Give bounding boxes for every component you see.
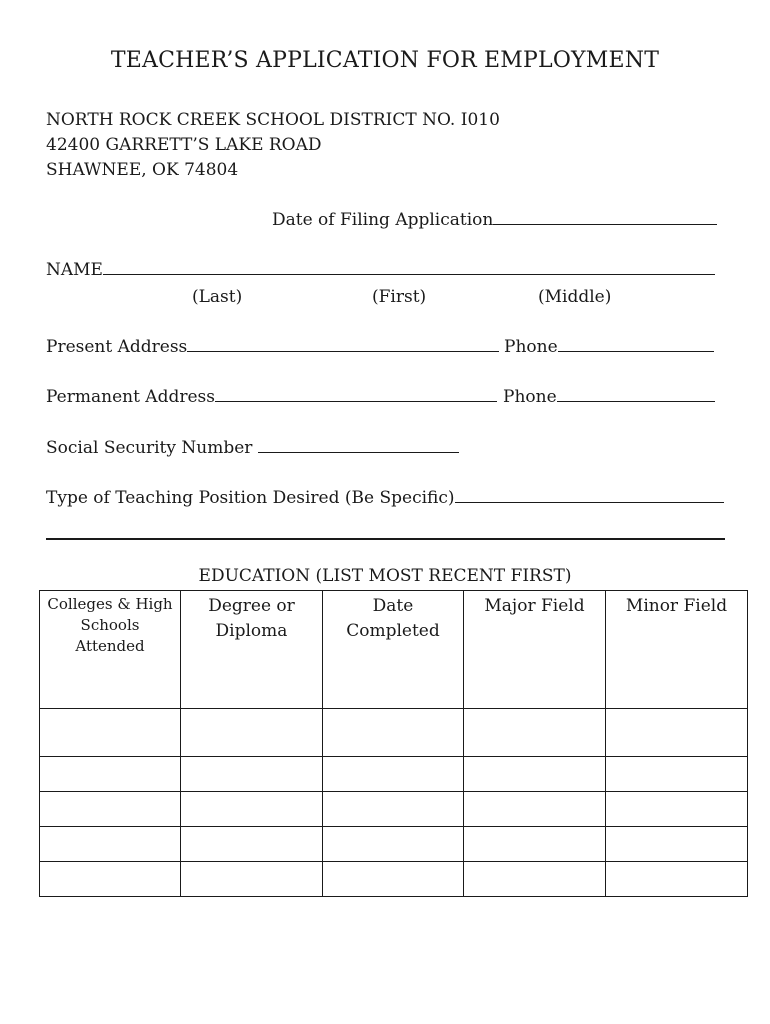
header-degree: Degree or Diploma (181, 591, 323, 709)
education-cell-date-completed[interactable] (323, 757, 464, 792)
date-of-filing-row (272, 210, 717, 230)
present-phone-field[interactable] (558, 350, 714, 352)
education-row (40, 757, 748, 792)
ssn-row (46, 438, 459, 458)
education-table (39, 590, 748, 897)
education-cell-major[interactable] (464, 757, 606, 792)
header-date-completed: Date Completed (323, 591, 464, 709)
permanent-address-label: Permanent Address (46, 387, 215, 407)
education-row (40, 709, 748, 757)
district-name: NORTH ROCK CREEK SCHOOL DISTRICT NO. I010 (46, 110, 500, 130)
education-cell-date-completed[interactable] (323, 827, 464, 862)
name-middle-label: (Middle) (538, 287, 612, 307)
education-cell-minor[interactable] (606, 757, 748, 792)
education-cell-degree[interactable] (181, 827, 323, 862)
education-cell-school[interactable] (40, 792, 181, 827)
education-cell-date-completed[interactable] (323, 709, 464, 757)
present-address-label: Present Address (46, 337, 188, 357)
present-phone-row (504, 337, 714, 357)
education-cell-major[interactable] (464, 827, 606, 862)
name-last-label: (Last) (192, 287, 243, 307)
education-header-row (40, 591, 748, 709)
education-cell-school[interactable] (40, 862, 181, 897)
education-cell-major[interactable] (464, 709, 606, 757)
education-cell-minor[interactable] (606, 792, 748, 827)
education-cell-minor[interactable] (606, 827, 748, 862)
position-row (46, 488, 724, 508)
education-cell-minor[interactable] (606, 709, 748, 757)
education-cell-school[interactable] (40, 827, 181, 862)
education-cell-major[interactable] (464, 862, 606, 897)
permanent-phone-row (503, 387, 715, 407)
permanent-address-field[interactable] (215, 400, 497, 402)
date-of-filing-label: Date of Filing Application (272, 210, 494, 230)
district-street: 42400 GARRETT’S LAKE ROAD (46, 135, 322, 155)
form-title: TEACHER’S APPLICATION FOR EMPLOYMENT (110, 48, 660, 73)
name-label: NAME (46, 260, 103, 280)
ssn-field[interactable] (258, 451, 459, 453)
permanent-address-row (46, 387, 497, 407)
position-label: Type of Teaching Position Desired (Be Specific) (46, 488, 455, 508)
education-cell-date-completed[interactable] (323, 862, 464, 897)
ssn-label: Social Security Number (46, 438, 253, 458)
education-cell-degree[interactable] (181, 709, 323, 757)
section-divider (46, 538, 725, 540)
name-row (46, 260, 715, 280)
header-colleges: Colleges & High Schools Attended (40, 591, 181, 709)
education-row (40, 792, 748, 827)
education-cell-major[interactable] (464, 792, 606, 827)
education-cell-minor[interactable] (606, 862, 748, 897)
present-address-field[interactable] (187, 350, 499, 352)
name-field[interactable] (103, 273, 715, 275)
education-title: EDUCATION (LIST MOST RECENT FIRST) (198, 566, 572, 586)
header-major-field: Major Field (464, 591, 606, 709)
district-city: SHAWNEE, OK 74804 (46, 160, 239, 180)
education-row (40, 862, 748, 897)
education-cell-degree[interactable] (181, 862, 323, 897)
name-first-label: (First) (372, 287, 427, 307)
present-address-row (46, 337, 499, 357)
education-cell-degree[interactable] (181, 757, 323, 792)
permanent-phone-field[interactable] (557, 400, 715, 402)
position-field[interactable] (455, 501, 724, 503)
education-cell-date-completed[interactable] (323, 792, 464, 827)
permanent-phone-label: Phone (503, 387, 557, 407)
education-row (40, 827, 748, 862)
header-minor-field: Minor Field (606, 591, 748, 709)
education-cell-school[interactable] (40, 709, 181, 757)
education-cell-school[interactable] (40, 757, 181, 792)
present-phone-label: Phone (504, 337, 558, 357)
education-cell-degree[interactable] (181, 792, 323, 827)
date-of-filing-field[interactable] (493, 223, 717, 225)
